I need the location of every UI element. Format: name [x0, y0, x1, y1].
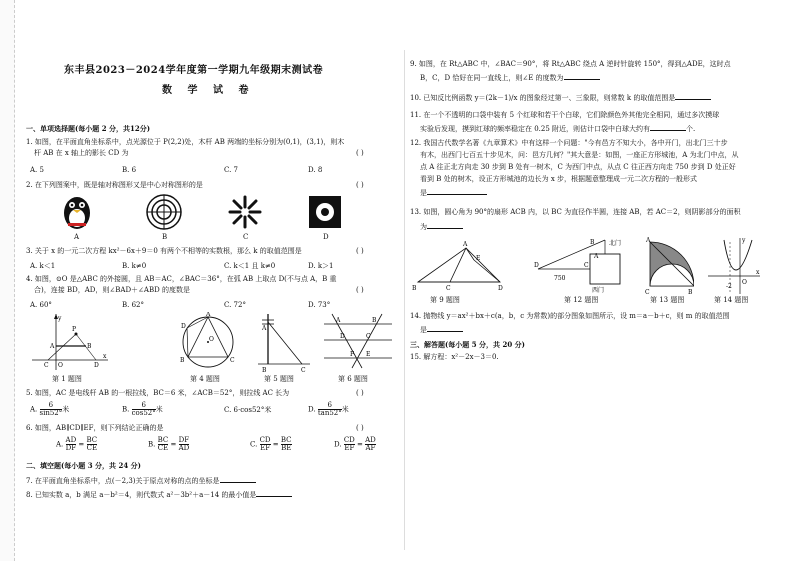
q1-text-a: 1. 如图，在平面直角坐标系中，点光源位于 P(2,2)处，木杆 AB 两端的坐标分别为(0,1)，(3,1)，则木 [26, 138, 345, 146]
fig5-electric-pole [254, 312, 314, 374]
svg-text:C: C [584, 262, 589, 269]
svg-text:A: A [50, 343, 55, 350]
q6-option-a: A. $\frac{AD}{DF}$ = $\frac{BC}{CE}$ [56, 436, 98, 452]
fig12-distance-label: 750 [554, 275, 566, 282]
q2-label-a: A [74, 233, 80, 241]
svg-text:B: B [412, 285, 417, 292]
q4-text-b: 合)，连接 BD，AD，则∠BAD＋∠ABD 的度数是 [34, 286, 190, 294]
svg-text:C: C [301, 367, 306, 374]
svg-text:B: B [262, 367, 267, 374]
q12-stem: 是 [420, 189, 427, 197]
q13-text-b [420, 221, 463, 232]
q5-answer-paren: ( ) [356, 389, 364, 397]
svg-text:y: y [58, 315, 62, 322]
q15-text: 15. 解方程：x²－2x－3＝0. [410, 353, 499, 361]
q6-text: 6. 如图，AB∥CD∥EF，则下列结论正确的是 [26, 424, 164, 432]
fig9-rotation [410, 238, 506, 294]
q12-answer-blank[interactable] [427, 187, 487, 195]
svg-text:y: y [742, 237, 746, 244]
section-3-heading: 三、解答题(每小题 5 分，共 20 分) [410, 340, 525, 349]
q13-text-a: 13. 如图，圆心角为 90°的扇形 ACB 内，以 BC 为直径作半圆，连接 AB，若 AC＝2，则阴影部分的面积 [410, 208, 741, 216]
q4-option-b: B. 62° [122, 301, 145, 309]
svg-text:A: A [336, 317, 341, 324]
q12-text-d: 看到 B 处的树木，设正方形城池的边长为 x 步，根据题意整理成一元二次方程的一般形式 [420, 175, 697, 183]
svg-text:O: O [58, 362, 63, 369]
q11-text-a: 11. 在一个不透明的口袋中装有 5 个红球和若干个白球，它们除颜色外其他完全相同，通过多次摸球 [410, 111, 720, 119]
q11-stem: 实验后发现，摸到红球的频率稳定在 0.25 附近，则估计口袋中白球大约有 [420, 125, 651, 133]
fig12-city-map [532, 236, 628, 296]
q3-option-c: C. k＜1 且 k≠0 [224, 262, 276, 270]
svg-text:E: E [476, 255, 481, 262]
q3-answer-paren: ( ) [356, 247, 364, 255]
svg-text:B: B [87, 343, 92, 350]
q7-answer-blank[interactable] [220, 475, 256, 483]
q4-option-d: D. 73° [308, 301, 331, 309]
svg-text:E: E [366, 351, 371, 358]
svg-text:C: C [645, 289, 650, 296]
fig4-caption: 第 4 题图 [190, 375, 220, 383]
q5-b-unit: 米 [155, 405, 163, 414]
q2-figure-a-penguin [60, 193, 94, 231]
fig1-light-shadow [30, 312, 110, 372]
q14-text-a: 14. 抛物线 y＝ax²＋bx＋c(a，b，c 为常数)的部分图象如图所示，设 m＝a－b＋c，则 m 的取值范围 [410, 312, 730, 320]
svg-text:D: D [498, 285, 503, 292]
q2-answer-paren: ( ) [356, 181, 364, 189]
svg-text:B: B [180, 357, 185, 364]
column-divider [404, 50, 405, 550]
exam-subtitle: 数 学 试 卷 [162, 85, 255, 96]
svg-text:A: A [463, 241, 468, 248]
q12-text-b: 有木，出西门七百五十步见木，问：邑方几何？"其大意是：如图，一座正方形城池，A 为北门中点，从 [420, 151, 739, 159]
q2-figure-d-square-circle [308, 195, 342, 229]
q5-d-unit: 米 [341, 405, 349, 414]
q13-stem: 为 [420, 223, 427, 231]
q5-option-b: B. $\frac{6}{\cos 52^\circ}$ 米 [122, 401, 163, 417]
svg-text:P: P [72, 326, 77, 333]
svg-text:F: F [350, 351, 355, 358]
svg-text:A: A [646, 237, 651, 244]
q6-option-b: B. $\frac{BC}{CE}$ = $\frac{DF}{AD}$ [148, 436, 190, 452]
q5-b-num: 6 [132, 402, 156, 410]
q5-d-num: 6 [318, 402, 342, 410]
q7-stem: 7. 在平面直角坐标系中，点(－2,3)关于原点对称的点的坐标是 [26, 477, 220, 485]
q3-text: 3. 关于 x 的一元二次方程 kx²－6x＋9＝0 有两个不相等的实数根，那么 k 的取值范围是 [26, 247, 302, 255]
q10-stem: 10. 已知反比例函数 y＝(2k－1)/x 的图象经过第一、三象限，则常数 k 的取值范围是 [410, 94, 676, 102]
q5-d-den: tan52° [317, 409, 342, 417]
q12-text-e [420, 187, 487, 198]
q11-answer-blank[interactable] [650, 123, 686, 131]
q1-option-b: B. 6 [122, 166, 137, 174]
q8-text [26, 489, 292, 500]
q2-label-b: B [162, 233, 168, 241]
svg-text:A: A [594, 253, 599, 260]
q14-stem: 是 [420, 326, 427, 334]
fig13-sector [644, 236, 694, 296]
q2-label-c: C [243, 233, 249, 241]
q5-option-d-letter: D. [308, 405, 316, 414]
q8-answer-blank[interactable] [256, 489, 292, 497]
svg-text:-2: -2 [726, 283, 732, 290]
svg-text:C: C [230, 357, 235, 364]
q5-a-unit: 米 [62, 405, 70, 414]
left-column [26, 0, 398, 561]
fig12-caption: 第 12 题图 [564, 296, 599, 304]
svg-text:O: O [209, 336, 214, 343]
q1-option-c: C. 7 [224, 166, 239, 174]
q1-option-d: D. 8 [308, 166, 323, 174]
fig14-parabola [706, 236, 762, 296]
q11-unit: 个. [686, 125, 696, 133]
q4-option-c: C. 72° [224, 301, 246, 309]
svg-text:A: A [206, 312, 211, 318]
q10-text [410, 92, 711, 103]
q8-stem: 8. 已知实数 a，b 满足 a－b²＝4，则代数式 a²－3b²＋a－14 的最小值是 [26, 491, 257, 499]
fig6-parallel-lines [322, 312, 394, 372]
svg-text:O: O [742, 279, 747, 286]
q3-option-a: A. k＜1 [30, 262, 56, 270]
q5-a-num: 6 [40, 402, 63, 410]
q10-answer-blank[interactable] [675, 92, 711, 100]
q5-b-den: cos52° [131, 409, 156, 417]
svg-text:B: B [688, 289, 693, 296]
section-2-heading: 二、填空题(每小题 3 分，共 24 分) [26, 461, 141, 470]
q5-option-c: C. 6·cos52°米 [224, 406, 272, 414]
fig12-west-label: 西门 [592, 287, 605, 294]
svg-text:A: A [262, 325, 267, 332]
q4-option-a: A. 60° [30, 301, 52, 309]
fig1-caption: 第 1 题图 [52, 375, 82, 383]
fig14-caption: 第 14 题图 [714, 296, 749, 304]
exam-title: 东丰县2023－2024学年度第一学期九年级期末测试卷 [64, 65, 324, 76]
q5-text: 5. 如图，AC 是电线杆 AB 的一根拉线，BC＝6 米，∠ACB＝52°，则拉线 AC 长为 [26, 389, 290, 397]
svg-text:D: D [94, 362, 99, 369]
fig9-caption: 第 9 题图 [430, 296, 460, 304]
q2-text: 2. 在下列图案中，既是轴对称图形又是中心对称图形的是 [26, 181, 203, 189]
q3-option-d: D. k＞1 [308, 262, 334, 270]
q1-option-a: A. 5 [30, 166, 44, 174]
q5-a-den: sin52° [39, 409, 63, 417]
q4-answer-paren: ( ) [356, 286, 364, 294]
svg-text:D: D [534, 262, 539, 269]
section-1-heading: 一、单项选择题(每小题 2 分，共12分) [26, 124, 151, 133]
svg-text:C: C [446, 285, 451, 292]
fig4-circumscribed-circle [178, 312, 238, 372]
q5-option-d [308, 402, 349, 417]
svg-text:C: C [44, 362, 49, 369]
q2-figure-b-rings [144, 193, 184, 231]
q9-answer-blank[interactable] [564, 72, 600, 80]
q6-option-d: D. $\frac{CD}{EF}$ = $\frac{AD}{AF}$ [334, 436, 376, 452]
svg-text:D: D [181, 323, 186, 330]
q9-text-a: 9. 如图，在 Rt△ABC 中，∠BAC＝90°，将 Rt△ABC 绕点 A 逆时针旋转 150°，得到△ADE，这时点 [410, 60, 731, 68]
q9-stem: B，C，D 恰好在同一直线上，则∠E 的度数为 [420, 74, 564, 82]
fig12-north-label: 北门 [609, 240, 622, 247]
q1-text-b: 杆 AB 在 x 轴上的影长 CD 为 [34, 149, 129, 157]
q5-option-a [30, 402, 69, 417]
q7-text [26, 475, 256, 486]
q5-option-a-letter: A. [30, 405, 38, 414]
q13-answer-blank[interactable] [427, 221, 463, 229]
svg-text:B: B [372, 317, 377, 324]
svg-text:D: D [340, 333, 345, 340]
fig5-caption: 第 5 题图 [264, 375, 294, 383]
q4-text-a: 4. 如图，⊙O 是△ABC 的外接圆，且 AB＝AC，∠BAC＝36°，在弧 AB 上取点 D(不与点 A，B 重 [26, 275, 337, 283]
q6-answer-paren: ( ) [356, 424, 364, 432]
q12-text-a: 12. 我国古代数学名著《九章算术》中有这样一个问题："今有邑方不知大小，各中开门，出北门三十步 [410, 139, 728, 147]
fig13-caption: 第 13 题图 [650, 296, 685, 304]
fig6-caption: 第 6 题图 [338, 375, 368, 383]
q6-option-c: C. $\frac{CD}{EF}$ = $\frac{BC}{BE}$ [250, 436, 292, 452]
right-column [410, 0, 780, 561]
q12-text-c: 点 A 往正北方向走 30 步到 B 处有一树木，C 为西门中点，从点 C 往正西方向走 750 步到 D 处正好 [420, 163, 736, 171]
svg-text:B: B [590, 239, 595, 246]
svg-text:x: x [756, 269, 760, 276]
q3-option-b: B. k≠0 [122, 262, 147, 270]
q9-text-b [420, 72, 600, 83]
q11-text-b [420, 123, 695, 134]
binding-margin [0, 0, 15, 561]
q15-answer-area[interactable] [410, 366, 770, 546]
q2-label-d: D [323, 233, 329, 241]
svg-text:C: C [366, 333, 371, 340]
q14-answer-blank[interactable] [427, 324, 463, 332]
q2-figure-c-snowflake [226, 193, 264, 231]
q1-answer-paren: ( ) [356, 149, 364, 157]
q14-text-b [420, 324, 463, 335]
svg-text:x: x [103, 353, 107, 360]
